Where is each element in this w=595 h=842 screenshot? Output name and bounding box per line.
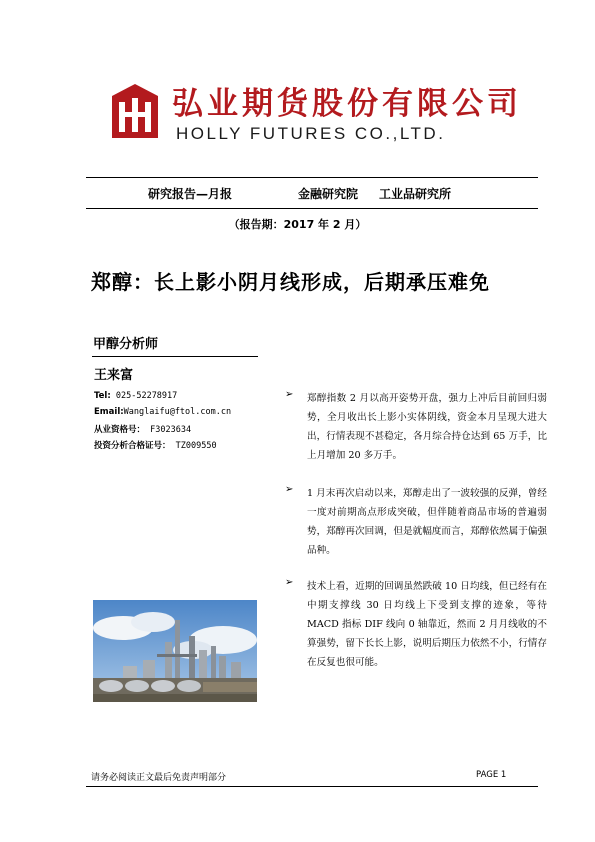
report-type: 研究报告—月报 <box>148 187 233 201</box>
analyst-heading: 甲醇分析师 <box>93 337 159 352</box>
summary-point-text: 郑醇指数 2 月以高开姿势开盘，强力上冲后目前回归弱势，全月收出长上影小实体阴线，资金本月呈现大进大出，行情表现不甚稳定，各月综合持仓达到 65 万手，比上月增加 20 多万手。 <box>307 393 547 461</box>
institute-name-1: 金融研究院 <box>298 187 359 201</box>
institute-name-2: 工业品研究所 <box>379 187 452 201</box>
analyst-certificate <box>94 439 217 451</box>
chemical-plant-photo <box>93 600 257 702</box>
tel-label: Tel: <box>94 391 111 401</box>
header-bottom-rule <box>86 208 538 209</box>
certificate-label: 投资分析合格证号： <box>94 441 171 451</box>
certificate-value: TZ009550 <box>170 441 217 451</box>
qualification-label: 从业资格号： <box>94 425 146 435</box>
company-logo <box>110 78 522 148</box>
arrow-bullet-icon: ➢ <box>285 389 294 400</box>
footer-rule <box>86 786 538 787</box>
header-band <box>86 185 538 203</box>
logo-mark-icon <box>110 82 160 140</box>
analyst-tel <box>94 391 177 401</box>
summary-point-text: 1 月末再次启动以来，郑醇走出了一波较强的反弹，曾经一度对前期高点形成突破，但伴随着商品市场的普遍弱势，郑醇再次回调，但是就幅度而言，郑醇依然属于偏强品种。 <box>307 488 547 556</box>
email-label: Email: <box>94 407 124 417</box>
analyst-email <box>94 407 231 417</box>
logo-english-name: HOLLY FUTURES CO.,LTD. <box>176 124 446 143</box>
analyst-qualification <box>94 423 191 435</box>
arrow-bullet-icon: ➢ <box>285 577 294 588</box>
page-number: PAGE 1 <box>476 770 507 780</box>
report-period: （报告期：2017 年 2 月） <box>228 218 367 231</box>
analyst-divider <box>92 356 258 357</box>
tel-value: 025-52278917 <box>110 391 178 401</box>
analyst-name: 王来富 <box>94 368 134 383</box>
page-title: 郑醇：长上影小阴月线形成，后期承压难免 <box>91 270 490 294</box>
arrow-bullet-icon: ➢ <box>285 484 294 495</box>
qualification-value: F3023634 <box>145 425 192 435</box>
summary-point-text: 技术上看，近期的回调虽然跌破 10 日均线，但已经有在中期支撑线 30 日均线上下受到支撑的迹象，等待 MACD 指标 DIF 线向 0 轴靠近，然而 2 月月线收的不算强势，留下长长上影，说明后期压力依然不小，行情存在反复也很可能。 <box>307 581 547 668</box>
footer-disclaimer: 请务必阅读正文最后免责声明部分 <box>91 773 227 783</box>
logo-chinese-name: 弘业期货股份有限公司 <box>172 86 522 122</box>
email-value[interactable]: Wanglaifu@ftol.com.cn <box>123 407 232 417</box>
header-top-rule <box>86 177 538 178</box>
